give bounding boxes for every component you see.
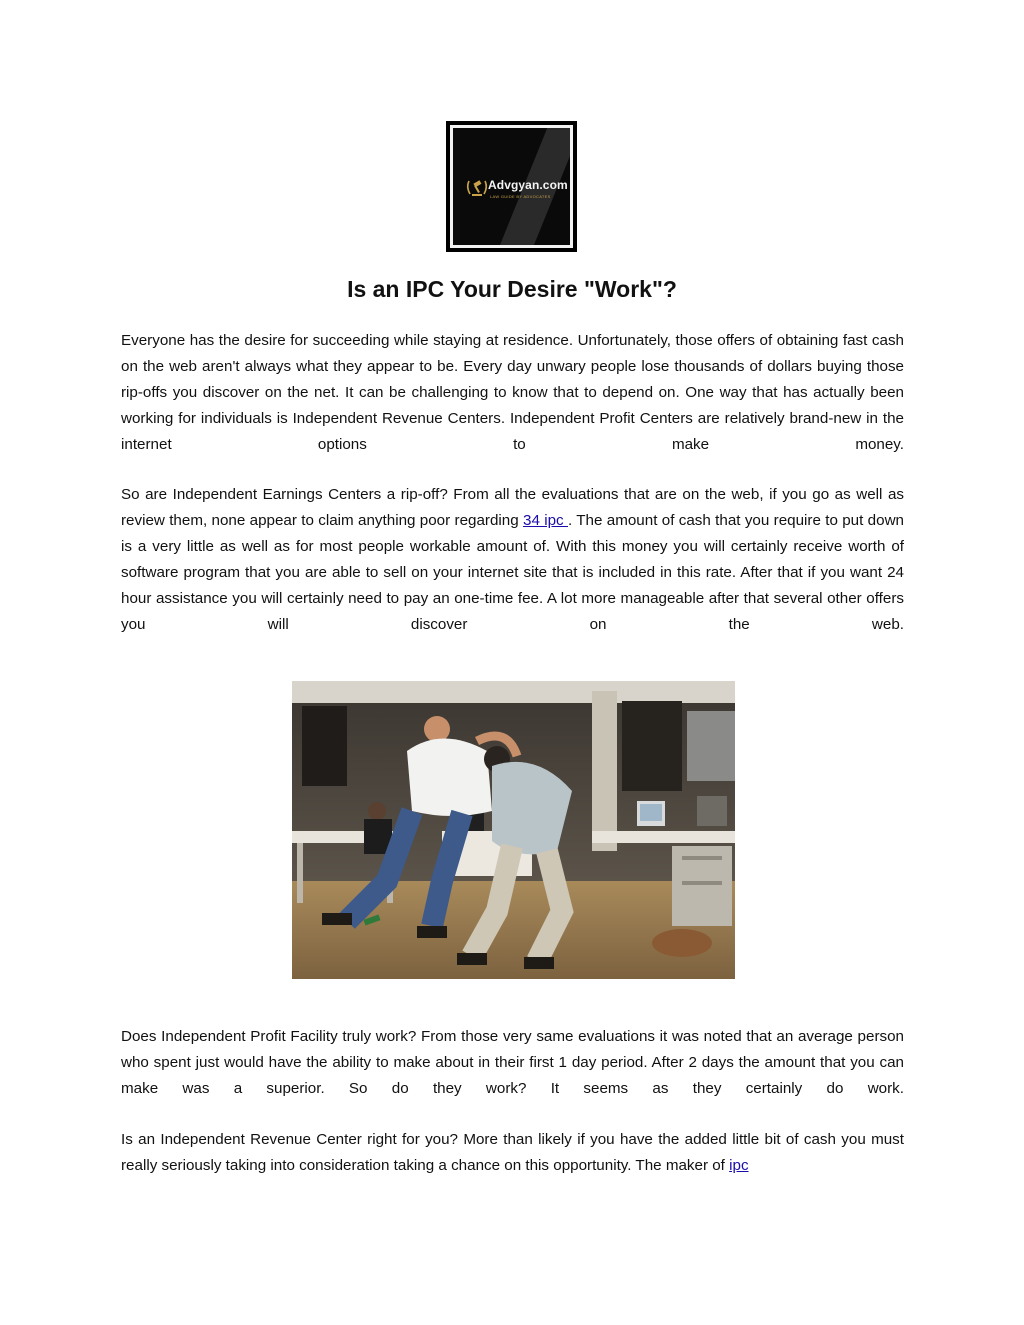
page-title: Is an IPC Your Desire "Work"? [347,276,677,302]
paragraph-2-text-start: So are Independent Earnings Centers a rip-off? From all the evaluations that are on the web, if you go as well as review them, none appear to claim anything poor regarding [121,486,904,529]
34-ipc-link[interactable]: 34 ipc [523,512,568,529]
paragraph-4-text: Is an Independent Revenue Center right for you? More than likely if you have the added little bit of cash you must really seriously taking into consideration taking a chance on this opportunity. The maker of [121,1131,904,1174]
logo-frame [450,125,573,248]
paragraph-2-text-end: . The amount of cash that you require to put down is a very little as well as for most people workable amount of. With this money you will certainly receive worth of software program that you are able to sell on your internet site that is included in this rate. After that if you want 24 hour assistance you will certainly need to pay an one-time fee. A lot more manageable after that several other offers you will discover on the web. [121,512,904,633]
paragraph-4 [121,1127,904,1179]
office-wrestling-photo [292,681,735,979]
ipc-link[interactable]: ipc [729,1157,749,1174]
logo-tagline: LAW GUIDE BY ADVOCATES [490,194,551,199]
paragraph-2 [121,482,904,638]
site-logo [446,121,577,252]
paragraph-3: Does Independent Profit Facility truly work? From those very same evaluations it was noted that an average person who spent just would have the ability to make about in their first 1 day period. After 2 days the amount that you can make was a superior. So do they work? It seems as they certainly do work. [121,1028,904,1097]
logo-name: Advgyan.com [488,178,568,192]
gavel-laurel-icon [465,175,489,199]
paragraph-1: Everyone has the desire for succeeding while staying at residence. Unfortunately, those offers of obtaining fast cash on the web aren't always what they appear to be. Every day unwary people lose thousands of dollars buying those rip-offs you discover on the net. It can be challenging to know that to depend on. One way that has actually been working for individuals is Independent Revenue Centers. Independent Profit Centers are relatively brand-new in the internet options to make money. [121,332,904,453]
